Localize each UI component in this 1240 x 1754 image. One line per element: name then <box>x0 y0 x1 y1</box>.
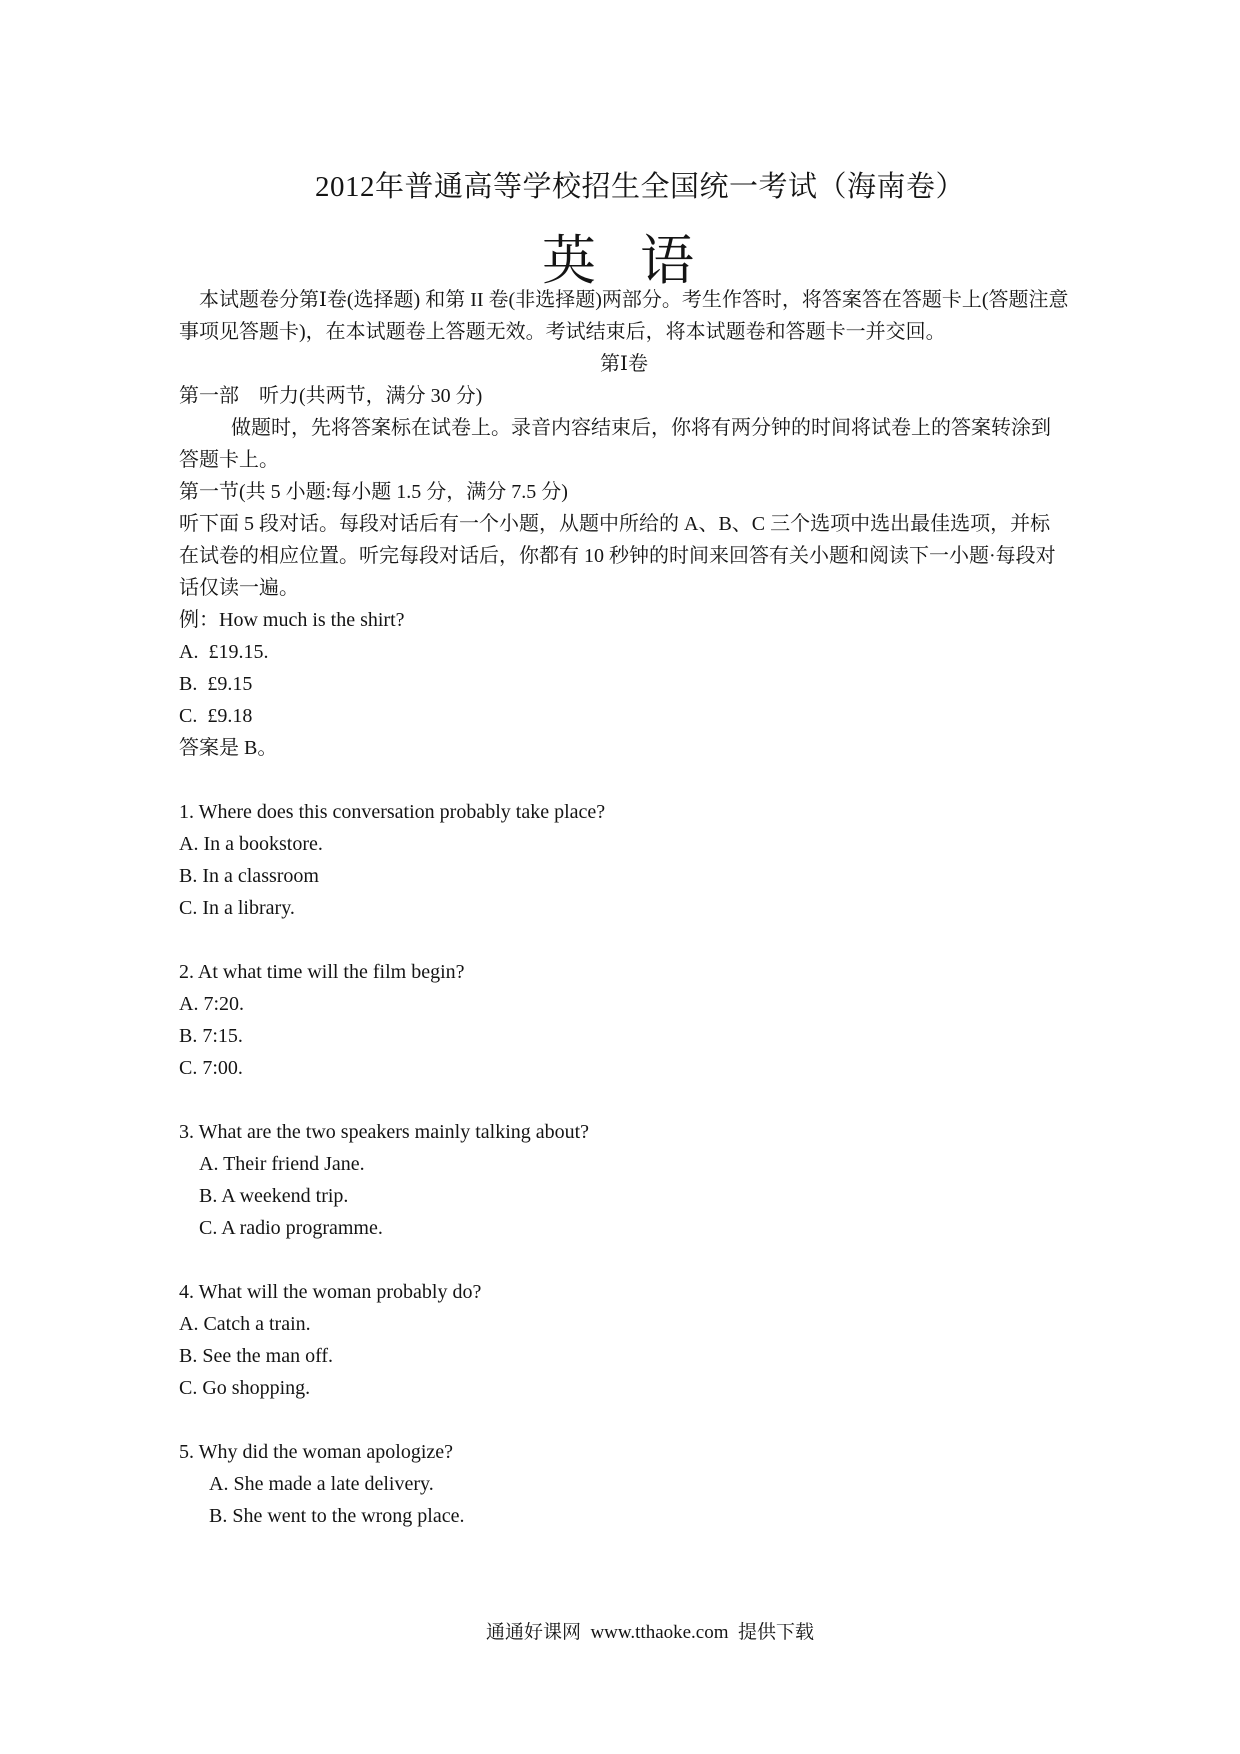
option-b: B. In a classroom <box>179 865 319 887</box>
section1-title: 第一节(共 5 小题:每小题 1.5 分，满分 7.5 分) <box>179 481 568 503</box>
section1-instructions: 听下面 5 段对话。每段对话后有一个小题，从题中所给的 A、B、C 三个选项中选出最佳选项，并标在试卷的相应位置。听完每段对话后，你都有 10 秒钟的时间来回答有关小题和阅读下一小题·每段对话仅读一遍。 <box>179 513 1056 599</box>
option-a: A. Catch a train. <box>179 1313 311 1335</box>
question-3 <box>179 1116 1069 1244</box>
question-text: 3. What are the two speakers mainly talking about? <box>179 1121 590 1143</box>
volume-label: 第Ⅰ卷 <box>600 353 648 375</box>
exam-body <box>179 284 1069 1532</box>
question-4 <box>179 1276 1069 1404</box>
option-c: C. Go shopping. <box>179 1377 311 1399</box>
example-option: A. £19.15. <box>179 641 269 663</box>
example-block <box>179 604 1069 764</box>
part1-title: 第一部 听力(共两节，满分 30 分) <box>179 385 483 407</box>
question-text: 1. Where does this conversation probably take place? <box>179 801 606 823</box>
example-answer: 答案是 B。 <box>179 737 278 759</box>
example-options <box>179 636 1069 732</box>
question-2 <box>179 956 1069 1084</box>
question-options <box>179 988 1069 1084</box>
question-1 <box>179 796 1069 924</box>
question-options <box>179 1308 1069 1404</box>
exam-title: 2012年普通高等学校招生全国统一考试（海南卷） <box>314 171 965 203</box>
footer-source: 通通好课网 www.tthaoke.com 提供下载 <box>485 1622 815 1643</box>
question-text: 5. Why did the woman apologize? <box>179 1441 454 1463</box>
question-options <box>179 1148 1069 1244</box>
example-option: C. £9.18 <box>179 705 253 727</box>
option-c: C. 7:00. <box>179 1057 243 1079</box>
question-options <box>179 828 1069 924</box>
option-a: A. She made a late delivery. <box>209 1473 434 1495</box>
option-a: A. Their friend Jane. <box>199 1153 365 1175</box>
option-b: B. A weekend trip. <box>199 1185 349 1207</box>
option-b: B. 7:15. <box>179 1025 243 1047</box>
question-options <box>179 1468 1069 1532</box>
subject-heading: 英语 <box>542 231 738 291</box>
example-option: B. £9.15 <box>179 673 253 695</box>
option-c: C. A radio programme. <box>199 1217 383 1239</box>
question-text: 2. At what time will the film begin? <box>179 961 465 983</box>
option-a: A. In a bookstore. <box>179 833 323 855</box>
example-question: 例：How much is the shirt? <box>179 609 405 631</box>
part1-instructions: 做题时，先将答案标在试卷上。录音内容结束后，你将有两分钟的时间将试卷上的答案转涂到答题卡上。 <box>179 417 1051 471</box>
intro-paragraph: 本试题卷分第Ⅰ卷(选择题) 和第 II 卷(非选择题)两部分。考生作答时，将答案答在答题卡上(答题注意事项见答题卡)，在本试题卷上答题无效。考试结束后，将本试题卷和答题卡一并交回。 <box>179 289 1069 343</box>
question-5 <box>179 1436 1069 1532</box>
option-c: C. In a library. <box>179 897 295 919</box>
option-b: B. See the man off. <box>179 1345 334 1367</box>
option-a: A. 7:20. <box>179 993 244 1015</box>
question-text: 4. What will the woman probably do? <box>179 1281 482 1303</box>
option-b: B. She went to the wrong place. <box>209 1505 465 1527</box>
